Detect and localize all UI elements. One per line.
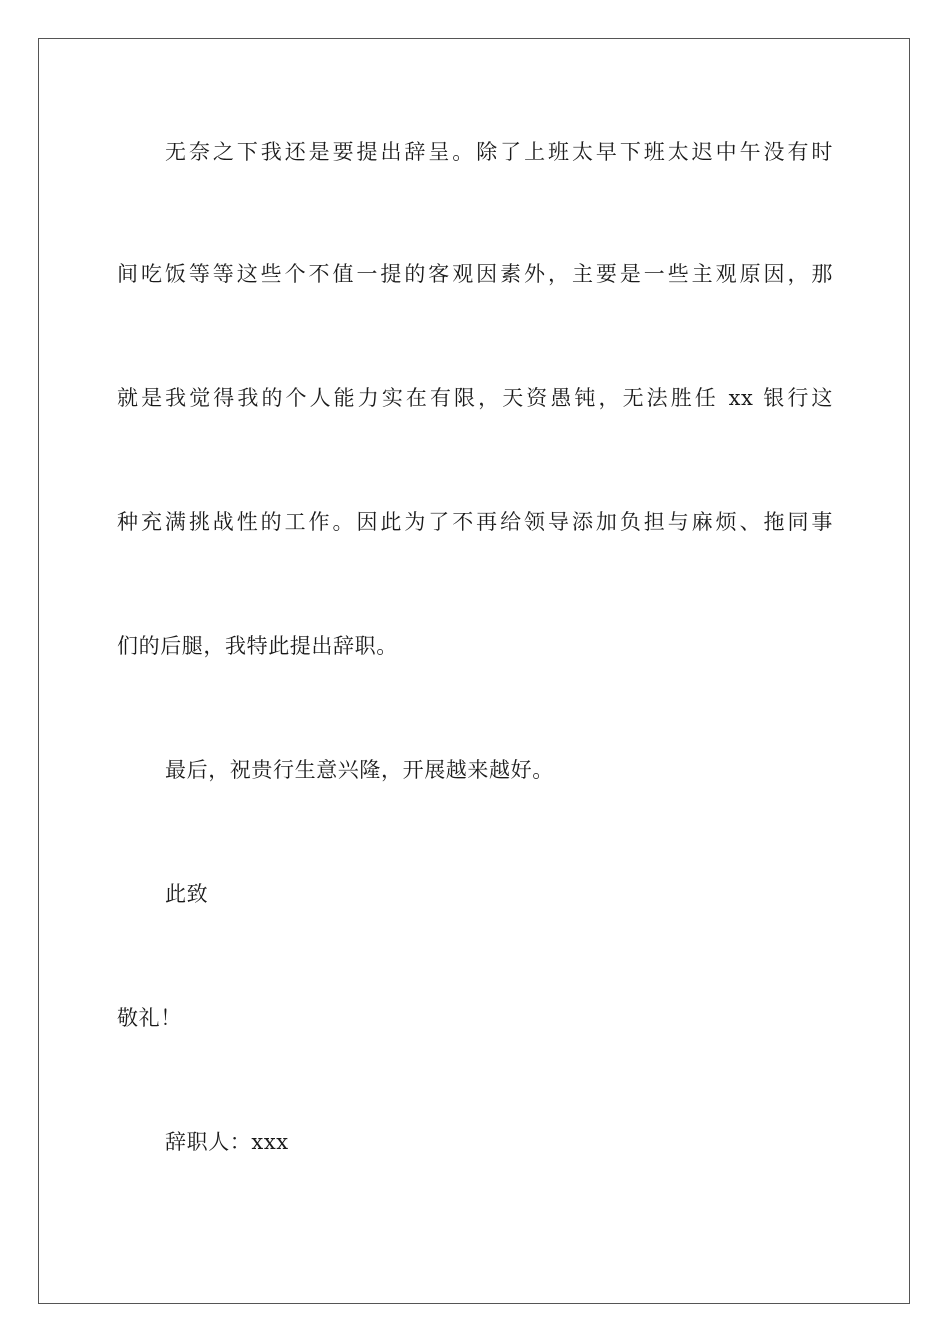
closing-wish: 最后，祝贵行生意兴隆，开展越来越好。 (165, 758, 554, 782)
salutation-jingli: 敬礼！ (117, 1006, 182, 1030)
page-border (38, 38, 910, 1304)
paragraph-line-4: 种充满挑战性的工作。因此为了不再给领导添加负担与麻烦、拖同事 (117, 510, 833, 534)
salutation-cizhi: 此致 (165, 882, 209, 906)
paragraph-line-5: 们的后腿，我特此提出辞职。 (117, 634, 398, 658)
paragraph-line-2: 间吃饭等等这些个不值一提的客观因素外，主要是一些主观原因，那 (117, 262, 833, 286)
paragraph-line-3: 就是我觉得我的个人能力实在有限，天资愚钝，无法胜任 xx 银行这 (117, 386, 833, 410)
paragraph-line-1: 无奈之下我还是要提出辞呈。除了上班太早下班太迟中午没有时 (165, 140, 833, 164)
signature: 辞职人：xxx (165, 1130, 289, 1154)
